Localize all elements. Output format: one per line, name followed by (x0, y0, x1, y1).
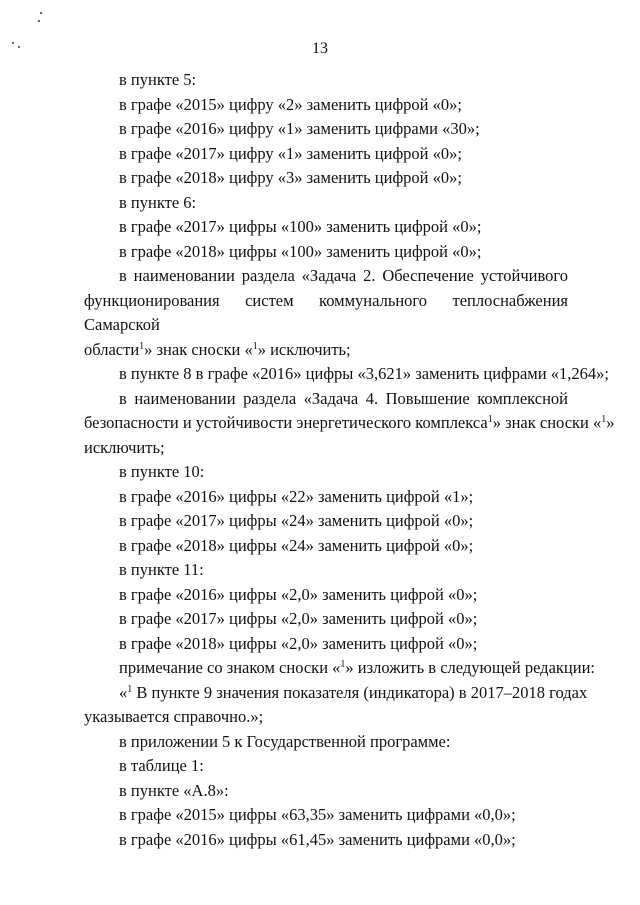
text-line: в пункте 5: (119, 70, 197, 89)
footnote-mark: 1 (601, 414, 607, 425)
text-line (84, 681, 588, 706)
document-body (84, 68, 615, 852)
text-line: указывается справочно.»; (84, 707, 264, 726)
text-fragment: « (119, 682, 128, 702)
text-line: в пункте 6: (119, 192, 197, 212)
page-number: 13 (312, 40, 328, 57)
text-line: исключить; (84, 437, 165, 457)
text-line: в пункте «А.8»: (119, 780, 229, 800)
text-line (84, 411, 615, 436)
text-line: в пункте 8 в графе «2016» цифры «3,621» заменить цифрами «1,264»; (119, 364, 609, 383)
footnote-mark: 1 (252, 340, 258, 352)
text-line (84, 338, 568, 363)
text-line: в графе «2015» цифру «2» заменить цифрой «0»; (119, 94, 462, 114)
footnote-mark: 1 (487, 414, 493, 425)
scan-speck (38, 20, 40, 22)
text-line: в графе «2018» цифры «100» заменить цифрой «0»; (119, 241, 482, 261)
text-line: в графе «2017» цифру «1» заменить цифрой «0»; (119, 143, 462, 163)
text-line: в графе «2018» цифру «3» заменить цифрой «0»; (119, 168, 462, 187)
text-line: в графе «2018» цифры «2,0» заменить цифрой «0»; (119, 633, 478, 653)
text-line: в таблице 1: (119, 756, 204, 775)
text-line (84, 656, 595, 681)
text-line: функционирования систем коммунального теплоснабжения Самарской (84, 290, 568, 334)
text-line: в графе «2018» цифры «24» заменить цифрой «0»; (119, 535, 474, 555)
text-fragment: области (84, 339, 140, 359)
text-fragment: примечание со знаком сноски « (119, 658, 341, 677)
footnote-mark: 1 (139, 340, 145, 352)
text-line: в графе «2017» цифры «2,0» заменить цифрой «0»; (119, 609, 478, 628)
text-line: в графе «2016» цифры «22» заменить цифрой «1»; (119, 486, 474, 506)
text-line: в наименовании раздела «Задача 4. Повышение комплексной (119, 388, 568, 408)
text-fragment: В пункте 9 значения показателя (индикатора) в 2017–2018 годах (132, 682, 588, 702)
text-fragment: » знак сноски « (492, 413, 602, 432)
text-fragment: » изложить в следующей редакции: (345, 658, 595, 677)
text-line: в приложении 5 к Государственной программе: (119, 731, 451, 751)
text-line: в пункте 10: (119, 462, 205, 481)
text-line: в наименовании раздела «Задача 2. Обеспечение устойчивого (119, 266, 568, 285)
scan-speck (40, 12, 42, 14)
text-line: в графе «2016» цифры «2,0» заменить цифрой «0»; (119, 584, 478, 604)
text-line: в графе «2016» цифру «1» заменить цифрами «30»; (119, 119, 480, 138)
text-line: в графе «2017» цифры «100» заменить цифрой «0»; (119, 217, 482, 236)
footnote-mark: 1 (127, 683, 133, 695)
text-fragment: » (606, 413, 615, 432)
text-line: в графе «2017» цифры «24» заменить цифрой «0»; (119, 511, 474, 530)
text-fragment: » знак сноски « (144, 339, 253, 359)
text-line: в графе «2015» цифры «63,35» заменить цифрами «0,0»; (119, 805, 516, 824)
text-fragment: безопасности и устойчивости энергетического комплекса (84, 413, 488, 432)
text-line: в графе «2016» цифры «61,45» заменить цифрами «0,0»; (119, 829, 516, 849)
text-line: в пункте 11: (119, 560, 204, 579)
footnote-mark: 1 (340, 659, 346, 670)
text-fragment: » исключить; (257, 339, 351, 359)
